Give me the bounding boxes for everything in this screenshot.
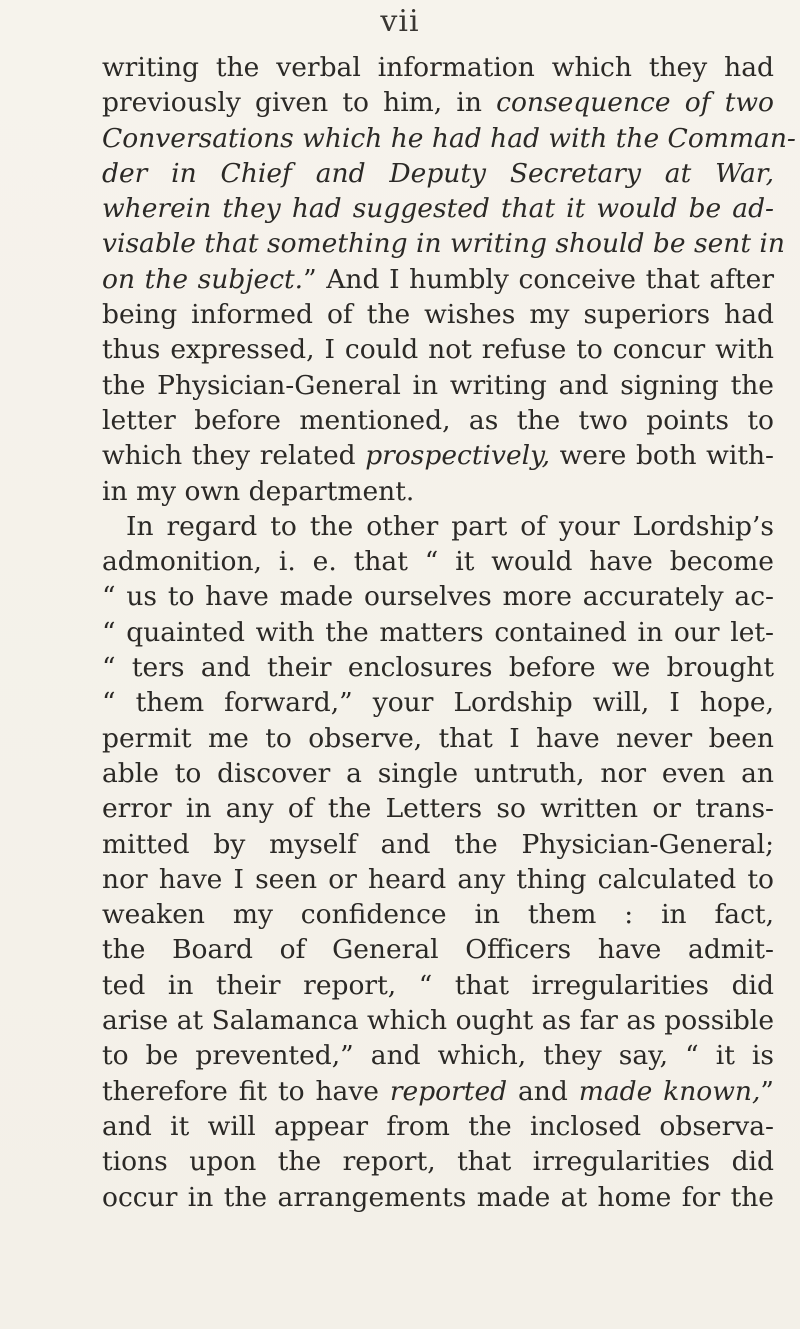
text-segment: thus expressed, I could not refuse to concur with: [102, 334, 774, 366]
text-segment: admonition, i. e. that “ it would have become: [102, 546, 774, 578]
italic-text: prospectively,: [365, 440, 551, 472]
text-line: [102, 403, 774, 438]
text-line: [102, 544, 774, 579]
italic-text: Conversations which he had had with the Comman-: [102, 122, 796, 154]
text-line: [102, 1003, 774, 1038]
text-line: [102, 932, 774, 967]
italic-text: visable that something in writing should be sent in: [102, 228, 785, 260]
text-segment: nor have I seen or heard any thing calculated to: [102, 863, 774, 895]
text-segment: were both with-: [550, 440, 774, 472]
text-line: [102, 85, 774, 120]
text-line: [102, 897, 774, 932]
text-line: [102, 827, 774, 862]
text-segment: In regard to the other part of your Lordship’s: [126, 510, 774, 542]
text-line: [102, 50, 774, 85]
text-segment: ted in their report, “ that irregularities did: [102, 969, 774, 1001]
text-segment: arise at Salamanca which ought as far as possible: [102, 1005, 774, 1037]
text-segment: error in any of the Letters so written or trans-: [102, 793, 774, 825]
text-segment: to be prevented,” and which, they say, “ it is: [102, 1040, 774, 1072]
text-segment: “ them forward,” your Lordship will, I hope,: [102, 687, 774, 719]
text-segment: “ ters and their enclosures before we brought: [102, 652, 774, 684]
text-line: [102, 297, 774, 332]
text-line: [102, 685, 774, 720]
text-segment: “ quainted with the matters contained in our let-: [102, 616, 774, 648]
text-line: [102, 226, 785, 261]
text-segment: mitted by myself and the Physician-General;: [102, 828, 774, 860]
text-segment: and it will appear from the inclosed observa-: [102, 1110, 774, 1142]
body-text: [102, 50, 796, 1215]
italic-text: reported: [389, 1075, 508, 1107]
text-line: [102, 756, 774, 791]
text-segment: occur in the arrangements made at home for the: [102, 1181, 774, 1213]
text-line: [102, 368, 774, 403]
text-segment: permit me to observe, that I have never been: [102, 722, 774, 754]
text-segment: tions upon the report, that irregularities did: [102, 1146, 774, 1178]
text-segment: “ us to have made ourselves more accurately ac-: [102, 581, 774, 613]
text-line: [102, 1109, 774, 1144]
text-segment: and: [507, 1075, 579, 1107]
page-number: vii: [380, 4, 420, 39]
text-line: [102, 1144, 774, 1179]
text-line: [102, 968, 774, 1003]
text-segment: previously given to him, in: [102, 87, 497, 119]
text-segment: able to discover a single untruth, nor even an: [102, 757, 774, 789]
text-line: [102, 474, 774, 509]
text-line: [102, 332, 774, 367]
text-segment: the Board of General Officers have admit-: [102, 934, 774, 966]
text-line: [102, 1180, 774, 1215]
text-line: [102, 579, 774, 614]
text-line: [102, 156, 774, 191]
text-line: [102, 438, 774, 473]
text-line: [102, 121, 796, 156]
text-segment: being informed of the wishes my superiors had: [102, 299, 774, 331]
text-line: [102, 615, 774, 650]
text-segment: letter before mentioned, as the two points to: [102, 404, 774, 436]
text-line: [102, 721, 774, 756]
text-line: [102, 650, 774, 685]
text-line: [102, 1074, 774, 1109]
text-segment: writing the verbal information which they had: [102, 52, 774, 83]
italic-text: der in Chief and Deputy Secretary at War,: [102, 157, 774, 189]
text-segment: weaken my confidence in them : in fact,: [102, 899, 774, 931]
italic-text: made known,: [578, 1075, 761, 1107]
text-segment: the Physician-General in writing and signing the: [102, 369, 774, 401]
italic-text: consequence of two: [496, 87, 774, 119]
text-line: [102, 262, 774, 297]
text-segment: in my own department.: [102, 475, 415, 507]
italic-text: wherein they had suggested that it would be ad-: [102, 193, 774, 225]
italic-text: on the subject.: [102, 263, 304, 295]
text-line: [102, 791, 774, 826]
text-line: [102, 509, 774, 544]
text-segment: ”: [760, 1075, 774, 1107]
text-line: [102, 1038, 774, 1073]
text-line: [102, 191, 774, 226]
text-segment: therefore fit to have: [102, 1075, 390, 1107]
text-segment: which they related: [102, 440, 366, 472]
text-segment: ” And I humbly conceive that after: [303, 263, 775, 295]
text-line: [102, 862, 774, 897]
